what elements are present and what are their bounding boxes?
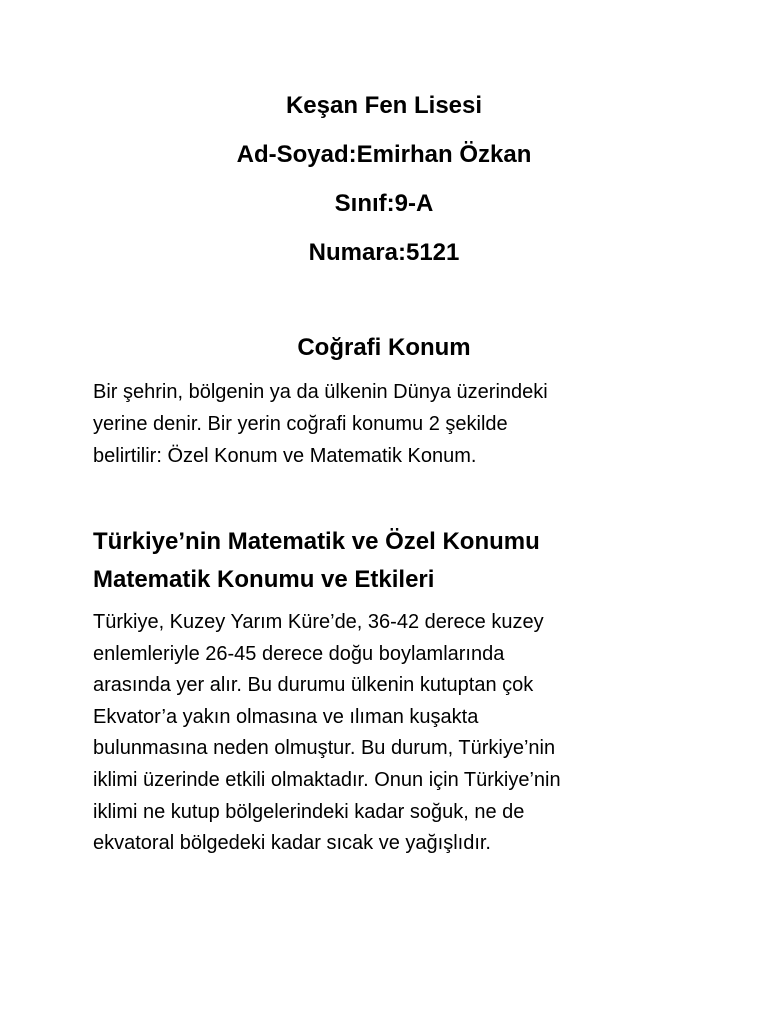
paragraph-line: Türkiye, Kuzey Yarım Küre’de, 36-42 derece kuzey — [93, 611, 544, 633]
paragraph-line: yerine denir. Bir yerin coğrafi konumu 2 şekilde — [93, 413, 508, 435]
student-name: Ad-Soyad:Emirhan Özkan — [236, 141, 532, 168]
paragraph-line: Bir şehrin, bölgenin ya da ülkenin Dünya üzerindeki — [93, 381, 548, 403]
paragraph-line: Ekvator’a yakın olmasına ve ılıman kuşakta — [93, 705, 479, 728]
section-heading-turkiye-konum: Türkiye’nin Matematik ve Özel Konumu — [93, 528, 540, 555]
section-title-cografi-konum: Coğrafi Konum — [297, 334, 471, 361]
paragraph-line: iklimi üzerinde etkili olmaktadır. Onun için Türkiye’nin — [93, 768, 561, 791]
student-number: Numara:5121 — [308, 239, 460, 266]
paragraph-cografi-konum — [93, 376, 693, 472]
paragraph-line: bulunmasına neden olmuştur. Bu durum, Türkiye’nin — [93, 737, 556, 760]
student-class: Sınıf:9-A — [334, 190, 434, 217]
paragraph-line: enlemleriyle 26-45 derece doğu boylamlarında — [93, 642, 505, 665]
paragraph-line: arasında yer alır. Bu durumu ülkenin kutuptan çok — [93, 674, 534, 697]
paragraph-line: iklimi ne kutup bölgelerindeki kadar soğuk, ne de — [93, 800, 525, 823]
paragraph-line: belirtilir: Özel Konum ve Matematik Konum. — [93, 445, 477, 467]
paragraph-matematik-konum — [93, 607, 683, 860]
section-subheading-matematik-konum: Matematik Konumu ve Etkileri — [93, 566, 435, 593]
paragraph-line: ekvatoral bölgedeki kadar sıcak ve yağışlıdır. — [93, 832, 491, 855]
school-name: Keşan Fen Lisesi — [285, 92, 483, 119]
